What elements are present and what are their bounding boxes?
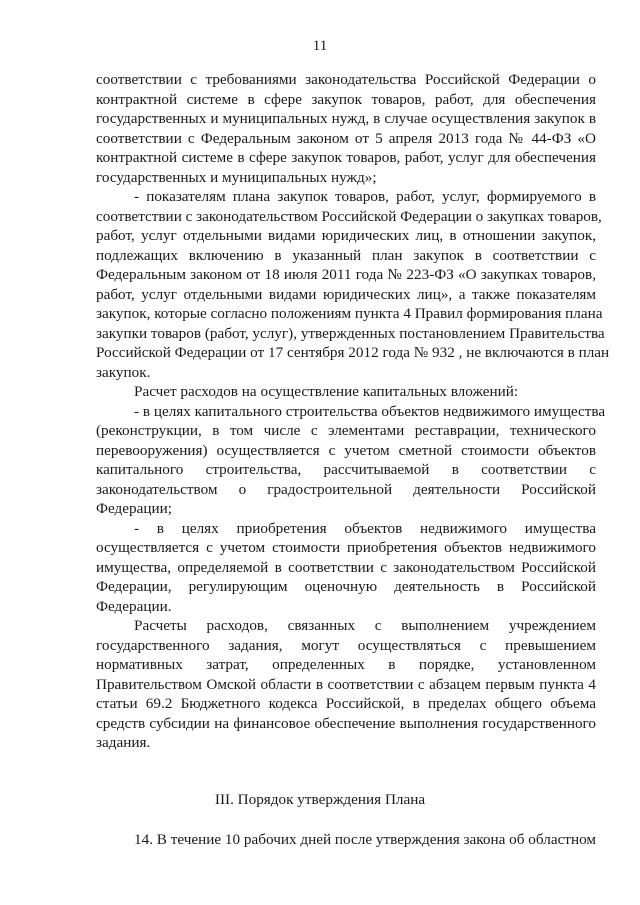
page-number: 11 [312, 38, 328, 54]
paragraph-line [96, 830, 596, 850]
text-line: государственного задания, могут осуществляться с превышением [96, 636, 596, 654]
last-line: 14. В течение 10 рабочих дней после утверждения закона об областном [134, 831, 596, 848]
text-line: Расчеты расходов, связанных с выполнением учреждением [134, 617, 596, 634]
text-line: капитального строительства, рассчитываемой в соответствии с [96, 461, 596, 478]
text-line: закупок, которые согласно положениям пункта 4 Правил формирования плана [96, 305, 603, 322]
text-line: задания. [96, 734, 151, 751]
body-text [96, 70, 610, 753]
text-line: подлежащих включению в указанный план закупок в соответствии с [96, 246, 596, 264]
text-line: - показателям плана закупок товаров, работ, услуг, формируемого в [134, 188, 596, 205]
text-line: Федерации. [96, 597, 172, 615]
text-line: законодательством о градостроительной деятельности Российской [96, 480, 596, 498]
text-line: Расчет расходов на осуществление капитальных вложений: [134, 383, 519, 400]
text-line: закупок. [96, 363, 151, 381]
text-line: Российской Федерации от 17 сентября 2012 года № 932 , не включаются в план [96, 344, 610, 361]
text-line: - в целях приобретения объектов недвижимого имущества [134, 519, 596, 537]
text-line: Федеральным законом от 18 июля 2011 года № 223-ФЗ «О закупках товаров, [96, 266, 596, 283]
text-line: соответствии с Федеральным законом от 5 апреля 2013 года № 44-ФЗ «О [96, 129, 596, 147]
text-line: закупки товаров (работ, услуг), утвержденных постановлением Правительства [96, 324, 605, 342]
text-line: работ, услуг отдельными видами юридических лиц», а также показателям [96, 285, 596, 303]
text-line: перевооружения) осуществляется с учетом сметной стоимости объектов [96, 441, 596, 459]
text-line: контрактной системе в сфере закупок товаров, работ, для обеспечения [96, 90, 596, 108]
text-line: контрактной системе в сфере закупок товаров, работ, услуг для обеспечения [96, 149, 596, 166]
section-heading: III. Порядок утверждения Плана [214, 791, 426, 808]
text-line: Федерации; [96, 500, 172, 517]
text-line: соответствии с требованиями законодательства Российской Федерации о [96, 71, 596, 88]
text-line: осуществляется с учетом стоимости приобретения объектов недвижимого [96, 539, 596, 556]
text-line: государственных и муниципальных нужд»; [96, 168, 377, 186]
text-line: (реконструкции, в том числе с элементами реставрации, технического [96, 422, 596, 439]
text-line: соответствии с законодательством Российской Федерации о закупках товаров, [96, 207, 602, 225]
text-line: - в целях капитального строительства объектов недвижимого имущества [134, 402, 606, 420]
text-line: средств субсидии на финансовое обеспечение выполнения государственного [96, 714, 596, 732]
text-line: работ, услуг отдельными видами юридических лиц, в отношении закупок, [96, 227, 596, 244]
text-line: нормативных затрат, определенных в порядке, установленном [96, 656, 596, 673]
text-line: имущества, определяемой в соответствии с законодательством Российской [96, 558, 596, 576]
text-line: статьи 69.2 Бюджетного кодекса Российской, в пределах общего объема [96, 695, 596, 712]
text-line: Федерации, регулирующим оценочную деятельность в Российской [96, 578, 596, 595]
text-line: государственных и муниципальных нужд, в случае осуществления закупок в [96, 110, 596, 127]
text-line: Правительством Омской области в соответствии с абзацем первым пункта 4 [96, 675, 596, 693]
